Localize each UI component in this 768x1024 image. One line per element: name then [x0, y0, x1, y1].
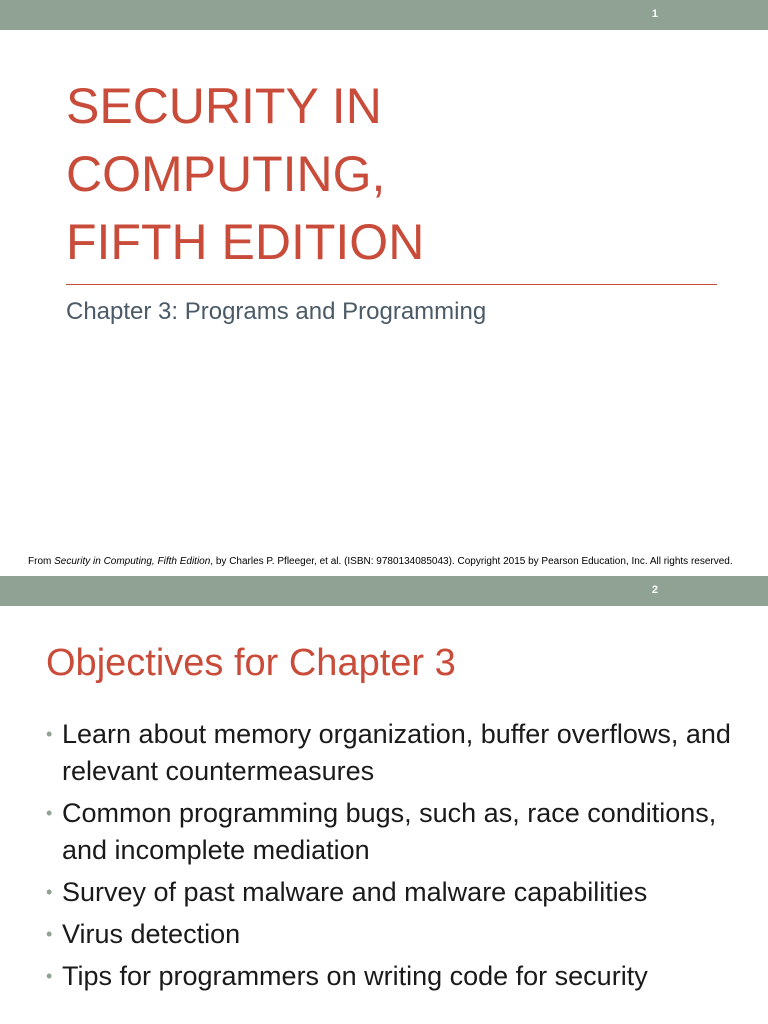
title-divider — [66, 284, 717, 285]
bullet-icon: • — [46, 724, 53, 744]
slide-2 — [0, 576, 768, 1024]
list-item — [46, 795, 736, 869]
slide-number: 1 — [651, 8, 658, 20]
bullet-text: Tips for programmers on writing code for security — [62, 961, 648, 991]
slide-title — [66, 72, 726, 276]
bullet-icon: • — [46, 803, 53, 823]
bullet-icon: • — [46, 882, 53, 902]
bullet-icon: • — [46, 966, 53, 986]
bullet-text: Learn about memory organization, buffer overflows, and relevant countermeasures — [62, 719, 731, 786]
title-line-1: SECURITY IN — [66, 78, 382, 134]
copyright-notice — [28, 556, 733, 567]
copyright-prefix: From — [28, 556, 55, 567]
slide-header-bar — [0, 576, 768, 606]
objectives-list — [46, 716, 736, 1000]
bullet-icon: • — [46, 924, 53, 944]
title-line-3: FIFTH EDITION — [66, 214, 425, 270]
list-item — [46, 874, 736, 911]
slide-number: 2 — [651, 584, 658, 596]
bullet-text: Common programming bugs, such as, race conditions, and incomplete mediation — [62, 798, 717, 865]
copyright-book-title: Security in Computing, Fifth Edition — [54, 556, 211, 567]
title-line-2: COMPUTING, — [66, 146, 386, 202]
bullet-text: Survey of past malware and malware capabilities — [62, 877, 648, 907]
list-item — [46, 716, 736, 790]
list-item — [46, 958, 736, 995]
bullet-text: Virus detection — [62, 919, 241, 949]
slide-title: Objectives for Chapter 3 — [46, 642, 456, 684]
slide-subtitle: Chapter 3: Programs and Programming — [66, 298, 487, 325]
copyright-suffix: , by Charles P. Pfleeger, et al. (ISBN: 9780134085043). Copyright 2015 by Pearson Education, Inc. All rights reserved. — [210, 556, 733, 567]
list-item — [46, 916, 736, 953]
slide-header-bar — [0, 0, 768, 30]
